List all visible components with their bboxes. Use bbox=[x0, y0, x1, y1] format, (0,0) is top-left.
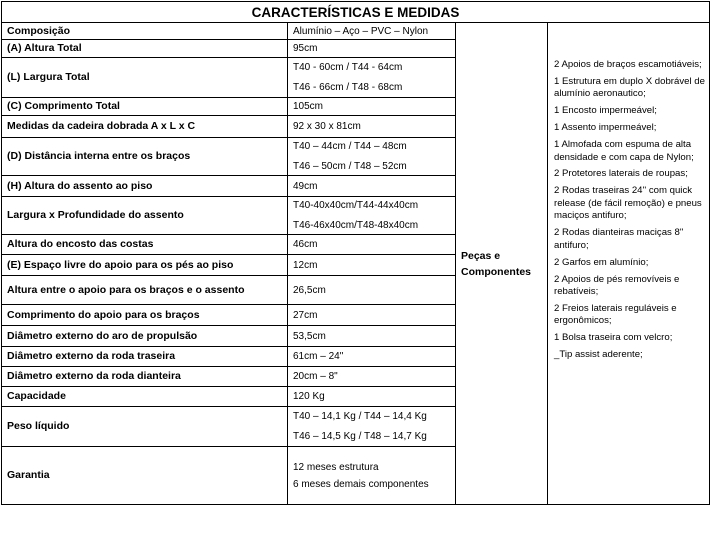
row-label: Largura x Profundidade do assento bbox=[2, 197, 288, 235]
row-label: (D) Distância interna entre os braços bbox=[2, 138, 288, 176]
row-value: 27cm bbox=[288, 305, 456, 326]
row-label: Capacidade bbox=[2, 387, 288, 407]
row-label: Peso líquido bbox=[2, 407, 288, 447]
row-value bbox=[288, 407, 456, 447]
row-value bbox=[288, 447, 456, 505]
component-item: 2 Protetores laterais de roupas; bbox=[554, 168, 688, 180]
row-value: 105cm bbox=[288, 98, 456, 116]
specs-table bbox=[1, 1, 710, 505]
row-label: Altura entre o apoio para os braços e o assento bbox=[2, 276, 288, 305]
component-item: 2 Rodas traseiras 24'' com quick release (de fácil remoção) e pneus maciços antifuro; bbox=[554, 185, 702, 222]
component-item: 1 Estrutura em duplo X dobrável de alumínio aeronautico; bbox=[554, 75, 705, 100]
row-label: Altura do encosto das costas bbox=[2, 235, 288, 255]
component-item: 1 Encosto impermeável; bbox=[554, 105, 657, 117]
component-item: 1 Bolsa traseira com velcro; bbox=[554, 332, 673, 344]
pecas-componentes-list bbox=[548, 23, 710, 505]
row-label: (A) Altura Total bbox=[2, 40, 288, 58]
row-label: Medidas da cadeira dobrada A x L x C bbox=[2, 116, 288, 138]
row-value: 92 x 30 x 81cm bbox=[288, 116, 456, 138]
row-value: 95cm bbox=[288, 40, 456, 58]
component-item: 1 Assento impermeável; bbox=[554, 122, 657, 134]
component-item: _Tip assist aderente; bbox=[554, 349, 643, 361]
row-value bbox=[288, 58, 456, 98]
row-label: Comprimento do apoio para os braços bbox=[2, 305, 288, 326]
value-line: T46-46x40cm/T48-48x40cm bbox=[293, 220, 419, 231]
row-value: 12cm bbox=[288, 255, 456, 276]
row-label: Diâmetro externo da roda dianteira bbox=[2, 367, 288, 387]
value-line: 12 meses estrutura bbox=[293, 461, 379, 473]
component-item: 2 Apoios de braços escamotiáveis; bbox=[554, 59, 702, 70]
value-line: T46 – 14,5 Kg / T48 – 14,7 Kg bbox=[293, 431, 427, 442]
component-item: 2 Garfos em alumínio; bbox=[554, 256, 649, 268]
table-title: CARACTERÍSTICAS E MEDIDAS bbox=[2, 2, 710, 23]
value-line: T40-40x40cm/T44-44x40cm bbox=[293, 200, 419, 211]
row-value: 20cm – 8" bbox=[288, 367, 456, 387]
component-item: 1 Almofada com espuma de alta densidade e com capa de Nylon; bbox=[554, 139, 694, 163]
row-label: (L) Largura Total bbox=[2, 58, 288, 98]
component-item: 2 Rodas dianteiras maciças 8" antifuro; bbox=[554, 227, 684, 251]
row-value: 61cm – 24" bbox=[288, 347, 456, 367]
row-value bbox=[288, 197, 456, 235]
row-label: (E) Espaço livre do apoio para os pés ao piso bbox=[2, 255, 288, 276]
row-label: (C) Comprimento Total bbox=[2, 98, 288, 116]
row-label: Composição bbox=[2, 23, 288, 40]
value-line: 6 meses demais componentes bbox=[293, 478, 429, 490]
row-label: Diâmetro externo da roda traseira bbox=[2, 347, 288, 367]
value-line: T46 - 66cm / T48 - 68cm bbox=[293, 82, 403, 93]
row-value bbox=[288, 138, 456, 176]
row-label: Diâmetro externo do aro de propulsão bbox=[2, 326, 288, 347]
value-line: T46 – 50cm / T48 – 52cm bbox=[293, 161, 407, 172]
component-item: 2 Apoios de pés removíveis e rebatíveis; bbox=[554, 273, 680, 298]
row-value: Alumínio – Aço – PVC – Nylon bbox=[288, 23, 456, 40]
value-line: T40 - 60cm / T44 - 64cm bbox=[293, 62, 403, 73]
row-value: 46cm bbox=[288, 235, 456, 255]
value-line: T40 – 14,1 Kg / T44 – 14,4 Kg bbox=[293, 411, 427, 422]
row-value: 120 Kg bbox=[288, 387, 456, 407]
row-label: Garantia bbox=[2, 447, 288, 505]
row-value: 49cm bbox=[288, 176, 456, 197]
value-line: T40 – 44cm / T44 – 48cm bbox=[293, 141, 407, 152]
row-value: 26,5cm bbox=[288, 276, 456, 305]
row-label: (H) Altura do assento ao piso bbox=[2, 176, 288, 197]
component-item: 2 Freios laterais reguláveis e ergonômicos; bbox=[554, 302, 677, 327]
pecas-componentes-label: Peças e Componentes bbox=[456, 23, 548, 505]
row-value: 53,5cm bbox=[288, 326, 456, 347]
